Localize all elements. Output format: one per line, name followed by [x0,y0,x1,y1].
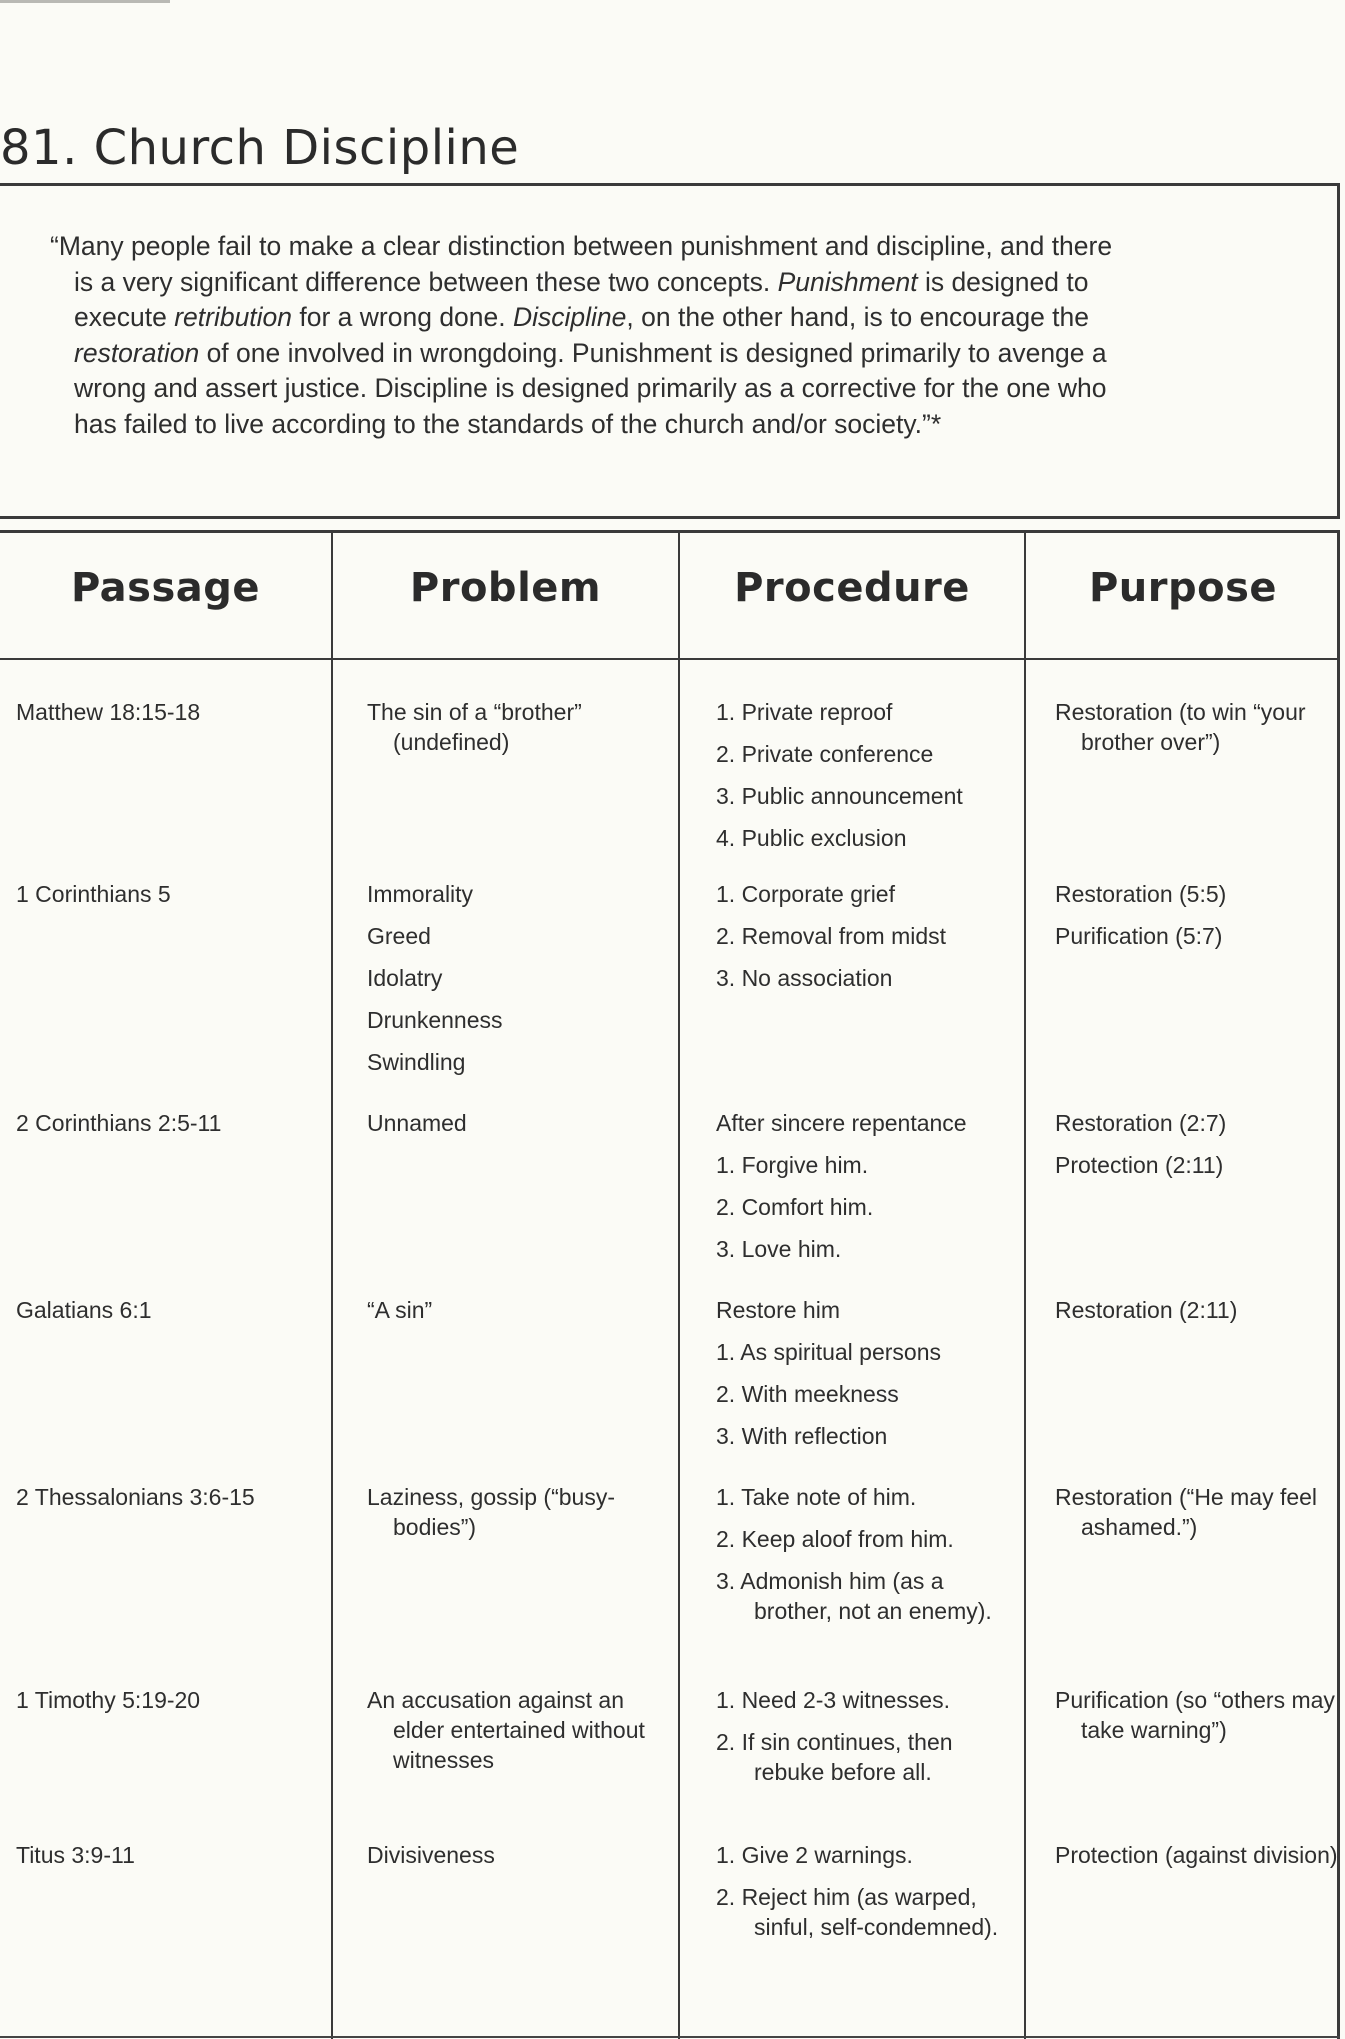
procedure-step: 2. If sin continues, then rebuke before all. [716,1729,953,1785]
procedure-step: 1. Need 2-3 witnesses. [716,1687,950,1713]
procedure-step: 1. As spiritual persons [716,1339,942,1365]
quote-run: , on the other hand, is to encourage the [626,302,1090,332]
passage-cell: Galatians 6:1 [16,1297,152,1323]
procedure-step: 1. Forgive him. [716,1152,869,1178]
problem-cell [367,1685,667,1775]
problem-cell [367,1295,667,1325]
column-header-problem: Problem [409,565,602,611]
purpose-item: Restoration (2:11) [1055,1297,1238,1323]
purpose-cell [1055,1840,1340,1870]
problem-item: The sin of a “brother” (undefined) [367,699,582,755]
procedure-step: 3. Love him. [716,1236,842,1262]
problem-item: Swindling [367,1049,466,1075]
purpose-item: Purification (5:7) [1055,923,1223,949]
purpose-item: Restoration (5:5) [1055,881,1227,907]
procedure-step: 3. With reflection [716,1423,888,1449]
problem-cell [367,879,667,1077]
procedure-intro: After sincere repentance [716,1110,967,1136]
quote-run: is designed to [917,266,1089,297]
procedure-cell [716,879,1016,993]
top-rule [0,0,170,3]
problem-item: Greed [367,923,431,949]
procedure-cell [716,697,1016,853]
quote-emphasis: Discipline [513,302,627,332]
quote-run: execute [74,302,175,332]
procedure-step: 2. Removal from midst [716,923,947,949]
passage-cell: 1 Timothy 5:19-20 [16,1687,201,1713]
procedure-step: 3. Admonish him (as a brother, not an enemy). [716,1568,992,1624]
procedure-step: 1. Give 2 warnings. [716,1842,913,1868]
procedure-step: 1. Corporate grief [716,881,895,907]
problem-item: Divisiveness [367,1842,495,1868]
procedure-step: 2. With meekness [716,1381,899,1407]
procedure-step: 2. Comfort him. [716,1194,874,1220]
quote-run: of one involved in wrongdoing. Punishment is designed primarily to avenge a [199,337,1107,368]
procedure-cell [716,1840,1016,1942]
purpose-item: Purification (so “others may take warning”) [1055,1687,1335,1743]
column-header-procedure: Procedure [734,565,970,611]
header-divider [0,658,1340,660]
problem-item: Unnamed [367,1110,467,1136]
quote-line [50,336,1300,372]
procedure-cell [716,1482,1016,1626]
quote-line [50,407,1300,443]
quote-run: for a wrong done. [292,302,513,332]
purpose-cell [1055,1108,1340,1180]
procedure-step: 2. Reject him (as warped, sinful, self-condemned). [716,1884,999,1940]
passage-cell: 2 Thessalonians 3:6-15 [16,1484,255,1510]
procedure-cell [716,1685,1016,1787]
quote-emphasis: restoration [74,337,200,368]
purpose-item: Restoration (2:7) [1055,1110,1227,1136]
purpose-cell [1055,1685,1340,1745]
procedure-intro: Restore him [716,1297,840,1323]
procedure-cell [716,1295,1016,1451]
column-divider [1024,533,1026,2039]
quote-emphasis: Punishment [777,266,918,297]
problem-item: “A sin” [367,1297,433,1323]
procedure-step: 3. Public announcement [716,783,963,809]
column-header-purpose: Purpose [1088,565,1278,611]
purpose-item: Protection (against division) [1055,1842,1338,1868]
quote-line [50,265,1300,301]
problem-item: An accusation against an elder entertained without witnesses [367,1687,645,1773]
procedure-step: 2. Keep aloof from him. [716,1526,954,1552]
problem-item: Idolatry [367,965,443,991]
problem-cell [367,1482,667,1542]
procedure-step: 1. Take note of him. [716,1484,917,1510]
quote-run: “Many people fail to make a clear distinction between punishment and discipline, and there [50,231,1113,261]
page-title: 81. Church Discipline [0,120,520,176]
purpose-cell [1055,697,1340,757]
problem-item: Immorality [367,881,474,907]
procedure-cell [716,1108,1016,1264]
bottom-rule [0,2036,1340,2038]
quote-run: is a very significant difference between these two concepts. [74,266,778,297]
quote-run: has failed to live according to the standards of the church and/or society.”* [74,408,942,439]
procedure-step: 2. Private conference [716,741,934,767]
procedure-step: 4. Public exclusion [716,825,907,851]
column-header-passage: Passage [70,565,261,611]
problem-item: Laziness, gossip (“busy-bodies”) [367,1484,615,1540]
passage-cell: 2 Corinthians 2:5-11 [16,1110,222,1136]
quote-emphasis: retribution [174,302,293,332]
purpose-cell [1055,879,1340,951]
quote-text [50,229,1300,442]
quote-line [50,371,1300,407]
procedure-step: 1. Private reproof [716,699,893,725]
passage-cell: Matthew 18:15-18 [16,699,201,725]
problem-cell [367,1108,667,1138]
problem-cell [367,1840,667,1870]
purpose-item: Protection (2:11) [1055,1152,1224,1178]
column-divider [678,533,680,2039]
problem-cell [367,697,667,757]
purpose-item: Restoration (“He may feel ashamed.”) [1055,1484,1318,1540]
quote-run: wrong and assert justice. Discipline is designed primarily as a corrective for the one who [74,373,1107,403]
purpose-item: Restoration (to win “your brother over”) [1055,699,1306,755]
quote-line [50,300,1300,336]
passage-cell: 1 Corinthians 5 [16,881,171,907]
problem-item: Drunkenness [367,1007,503,1033]
quote-line [50,229,1300,265]
column-divider [331,533,333,2039]
purpose-cell [1055,1295,1340,1325]
procedure-step: 3. No association [716,965,893,991]
purpose-cell [1055,1482,1340,1542]
passage-cell: Titus 3:9-11 [16,1842,135,1868]
